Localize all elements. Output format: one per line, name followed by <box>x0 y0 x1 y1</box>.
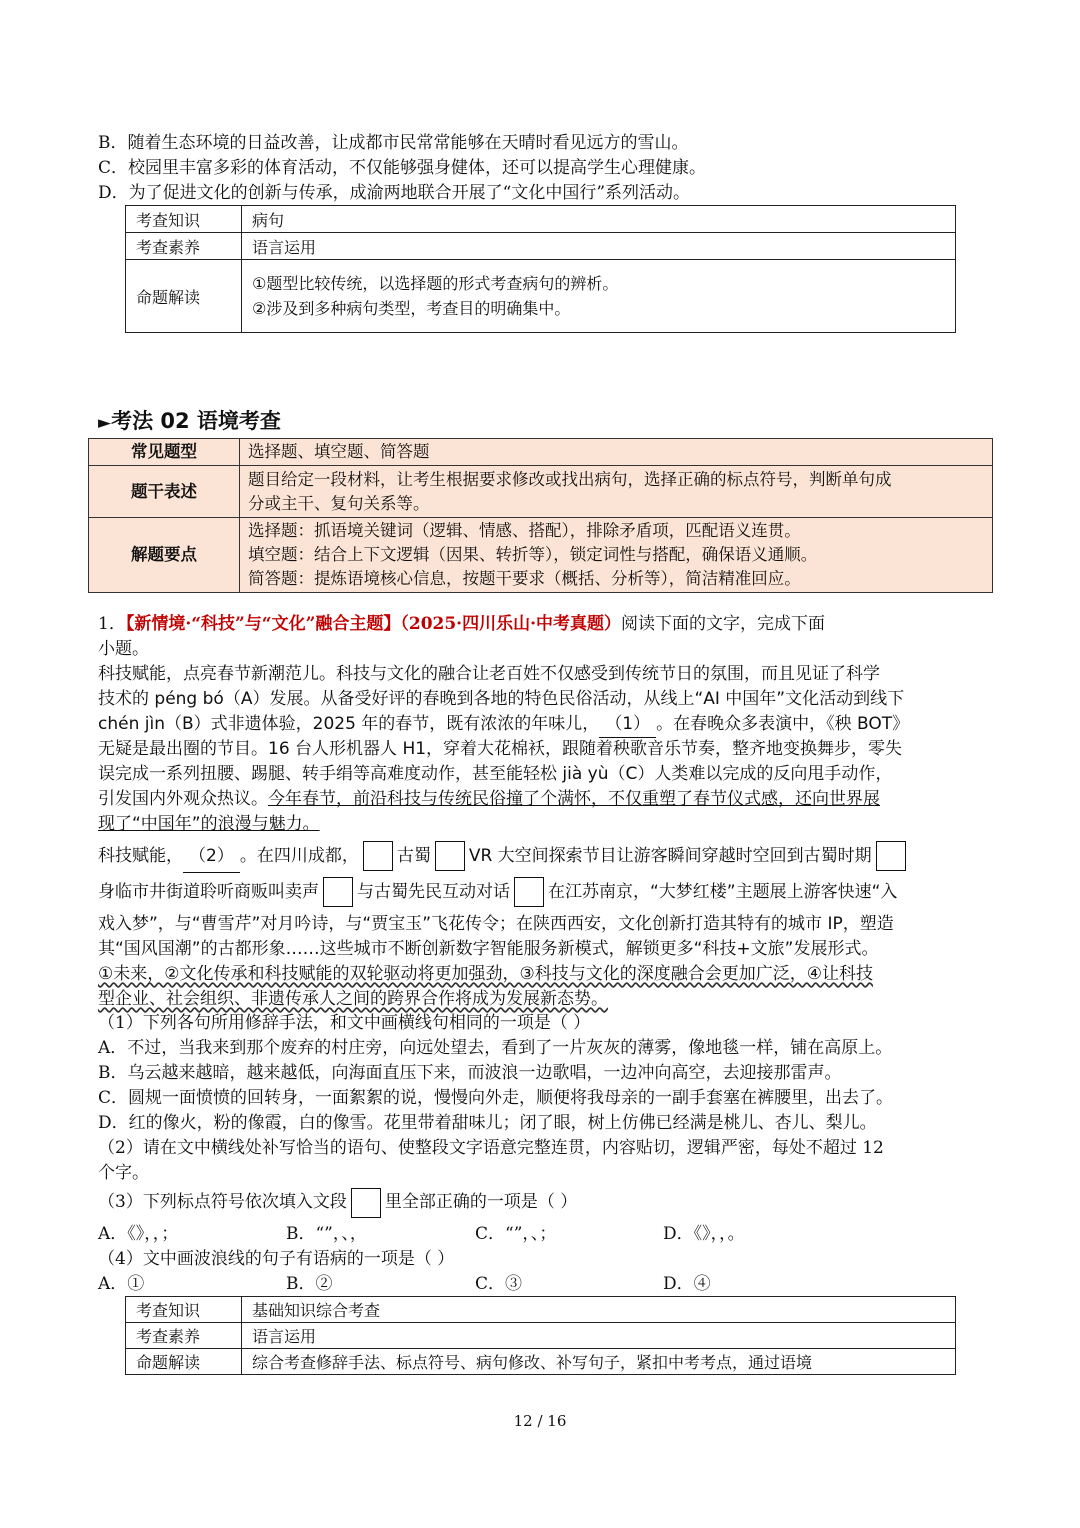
table-label: 命题解读 <box>126 1349 242 1375</box>
passage-line: 误完成一系列扭腰、踢腿、转手绢等高难度动作，甚至能轻松 jià yù（C）人类难以完成的反向甩手动作， <box>98 764 893 784</box>
choice-d: D．④ <box>663 1274 711 1294</box>
passage-line: 技术的 péng bó（A）发展。从备受好评的春晚到各地的特色民俗活动，从线上“AI 中国年”文化活动到线下 <box>98 689 905 709</box>
overview-value: 选择题、填空题、简答题 <box>240 439 993 466</box>
blank-2: （2） <box>183 840 240 873</box>
choice-c: C．③ <box>475 1274 523 1294</box>
question-header: 1．【新情境·“科技”与“文化”融合主题】（2025·四川乐山·中考真题）阅读下面的文字，完成下面 <box>98 614 826 634</box>
passage-line: chén jìn（B）式非遗体验，2025 年的春节，既有浓浓的年味儿， （1） 。在春晚众多表演中，《秧 BOT》 <box>98 712 909 738</box>
punctuation-box <box>514 877 544 907</box>
passage-line: 戏入梦”，与“曹雪芹”对月吟诗，与“贾宝玉”飞花传令；在陕西西安，文化创新打造其特有的城市 IP，塑造 <box>98 914 894 934</box>
sub-question-2: （2）请在文中横线处补写恰当的语句、使整段文字语意完整连贯，内容贴切，逻辑严密，每处不超过 12 <box>98 1138 884 1158</box>
table-value: 病句 <box>242 206 956 233</box>
choice-a: A．《》，，； <box>98 1224 179 1244</box>
analysis-table-1 <box>125 205 956 333</box>
blank-1: （1） <box>599 712 656 738</box>
passage-line: 无疑是最出圈的节目。16 台人形机器人 H1，穿着大花棉袄，跟随着秧歌音乐节奏，整齐地变换舞步，零失 <box>98 739 903 759</box>
passage-line: 其“国风国潮”的古都形象……这些城市不断创新数字智能服务新模式，解锁更多“科技+文旅”发展形式。 <box>98 939 879 959</box>
table-label: 考查素养 <box>126 1323 242 1349</box>
choice-a: A．不过，当我来到那个废弃的村庄旁，向远处望去，看到了一片灰灰的薄雾，像地毯一样，铺在高原上。 <box>98 1038 893 1058</box>
overview-label: 常见题型 <box>89 439 240 466</box>
passage-line: 科技赋能， （2） 。在四川成都， 古蜀 VR 大空间探索节目让游客瞬间穿越时空回到古蜀时期 <box>98 840 910 873</box>
underlined-sentence: 今年春节，前沿科技与传统民俗撞了个满怀，不仅重塑了春节仪式感，还向世界展 <box>268 789 880 809</box>
passage-line: 引发国内外观众热议。今年春节，前沿科技与传统民俗撞了个满怀，不仅重塑了春节仪式感，还向世界展 <box>98 789 880 809</box>
wavy-sentence: ①未来，②文化传承和科技赋能的双轮驱动将更加强劲，③科技与文化的深度融合会更加广泛，④让科技 <box>98 964 873 984</box>
punctuation-box <box>435 841 465 871</box>
table-value: 语言运用 <box>242 1323 956 1349</box>
overview-table <box>88 438 993 593</box>
table-value: ①题型比较传统，以选择题的形式考查病句的辨析。 ②涉及到多种病句类型，考查目的明确集中。 <box>242 260 956 333</box>
underlined-sentence: 现了“中国年”的浪漫与魅力。 <box>98 814 320 834</box>
passage-line: 科技赋能，点亮春节新潮范儿。科技与文化的融合让老百姓不仅感受到传统节日的氛围，而且见证了科学 <box>98 664 880 684</box>
overview-label: 解题要点 <box>89 518 240 593</box>
sub-question-4: （4）文中画波浪线的句子有语病的一项是（ ） <box>98 1249 455 1269</box>
punctuation-box <box>323 877 353 907</box>
option-d: D．为了促进文化的创新与传承，成渝两地联合开展了“文化中国行”系列活动。 <box>98 183 691 203</box>
wavy-sentence: 型企业、社会组织、非遗传承人之间的跨界合作将成为发展新态势。 <box>98 989 608 1009</box>
table-label: 考查知识 <box>126 1297 242 1323</box>
sub-question-1: （1）下列各句所用修辞手法，和文中画横线句相同的一项是（ ） <box>98 1013 591 1033</box>
sub-question-2-cont: 个字。 <box>98 1163 149 1183</box>
table-value: 综合考查修辞手法、标点符号、病句修改、补写句子，紧扣中考考点，通过语境 <box>242 1349 956 1375</box>
page-number: 12 / 16 <box>513 1412 567 1430</box>
choice-a: A．① <box>98 1274 145 1294</box>
overview-label: 题干表述 <box>89 466 240 518</box>
choice-b: B．乌云越来越暗，越来越低，向海面直压下来，而波浪一边歌唱，一边冲向高空，去迎接那雷声。 <box>98 1063 842 1083</box>
overview-value: 题目给定一段材料，让考生根据要求修改或找出病句，选择正确的标点符号，判断单句成 分或主干、复句关系等。 <box>240 466 993 518</box>
table-label: 考查知识 <box>126 206 242 233</box>
section-title: 考法 02 语境考查 <box>111 409 281 433</box>
overview-value: 选择题：抓语境关键词（逻辑、情感、搭配），排除矛盾项，匹配语义连贯。 填空题：结合上下文逻辑（因果、转折等），锁定词性与搭配，确保语义通顺。 简答题：提炼语境核心信息，按题干要求（概括、分析等），简洁精准回应。 <box>240 518 993 593</box>
choice-b: B．② <box>286 1274 333 1294</box>
section-heading <box>98 405 281 435</box>
punctuation-box <box>363 841 393 871</box>
triangle-icon: ► <box>98 413 112 433</box>
choice-d: D．《》，，。 <box>663 1224 745 1244</box>
choice-b: B．“”，、， <box>286 1224 367 1244</box>
option-b: B．随着生态环境的日益改善，让成都市民常常能够在天晴时看见远方的雪山。 <box>98 133 689 153</box>
passage-line: 身临市井街道聆听商贩叫卖声 与古蜀先民互动对话 在江苏南京，“大梦红楼”主题展上游客快速“入 <box>98 876 897 908</box>
option-c: C．校园里丰富多彩的体育活动，不仅能够强身健体，还可以提高学生心理健康。 <box>98 158 707 178</box>
question-tag: 【新情境·“科技”与“文化”融合主题】（2025·四川乐山·中考真题） <box>125 614 622 634</box>
punctuation-box <box>876 841 906 871</box>
table-label: 考查素养 <box>126 233 242 260</box>
choice-d: D．红的像火，粉的像霞，白的像雪。花里带着甜味儿；闭了眼，树上仿佛已经满是桃儿、杏儿、梨儿。 <box>98 1113 877 1133</box>
analysis-table-2 <box>125 1296 956 1375</box>
table-value: 语言运用 <box>242 233 956 260</box>
punctuation-box <box>351 1188 381 1218</box>
table-value: 基础知识综合考查 <box>242 1297 956 1323</box>
question-intro: 小题。 <box>98 639 149 659</box>
sub-question-3: （3）下列标点符号依次填入文段 里全部正确的一项是（ ） <box>98 1186 577 1218</box>
choice-c: C．圆规一面愤愤的回转身，一面絮絮的说，慢慢向外走，顺便将我母亲的一副手套塞在裤腰里，出去了。 <box>98 1088 894 1108</box>
choice-c: C．“”，、； <box>475 1224 557 1244</box>
table-label: 命题解读 <box>126 260 242 333</box>
